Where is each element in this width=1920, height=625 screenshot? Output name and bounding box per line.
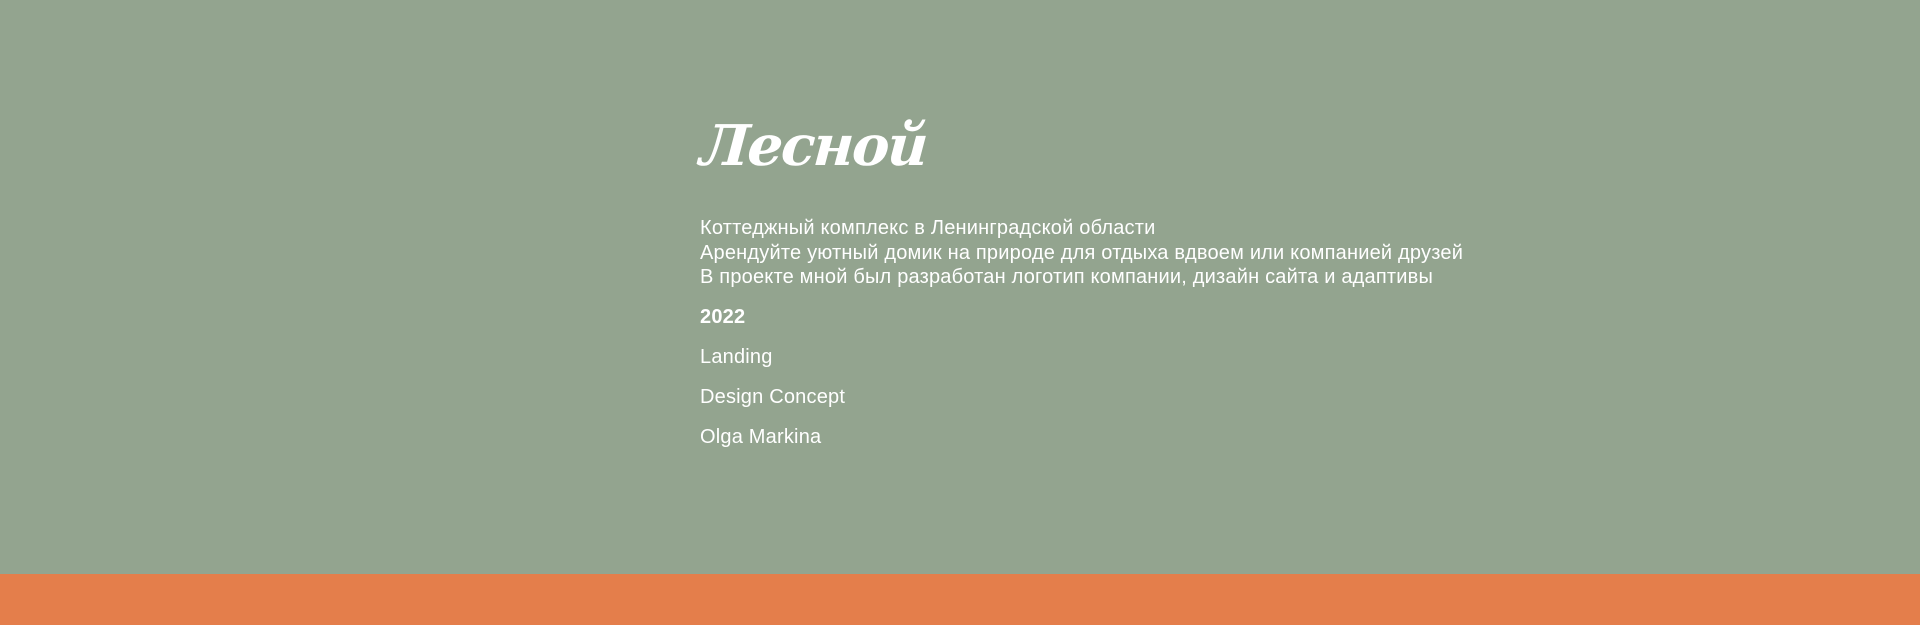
project-description xyxy=(700,216,1463,290)
accent-bar xyxy=(0,574,1920,625)
description-line-3: В проекте мной был разработан логотип компании, дизайн сайта и адаптивы xyxy=(700,266,1434,288)
project-scope: Design Concept xyxy=(700,386,846,408)
description-line-1: Коттеджный комплекс в Ленинградской области xyxy=(700,217,1156,239)
description-line-2: Арендуйте уютный домик на природе для отдыха вдвоем или компанией друзей xyxy=(700,241,1464,264)
project-category: Landing xyxy=(700,346,773,368)
logo-lesnoy: Лесной xyxy=(697,113,929,179)
project-author: Olga Markina xyxy=(700,426,822,448)
project-year: 2022 xyxy=(700,306,746,328)
project-meta xyxy=(700,307,845,467)
